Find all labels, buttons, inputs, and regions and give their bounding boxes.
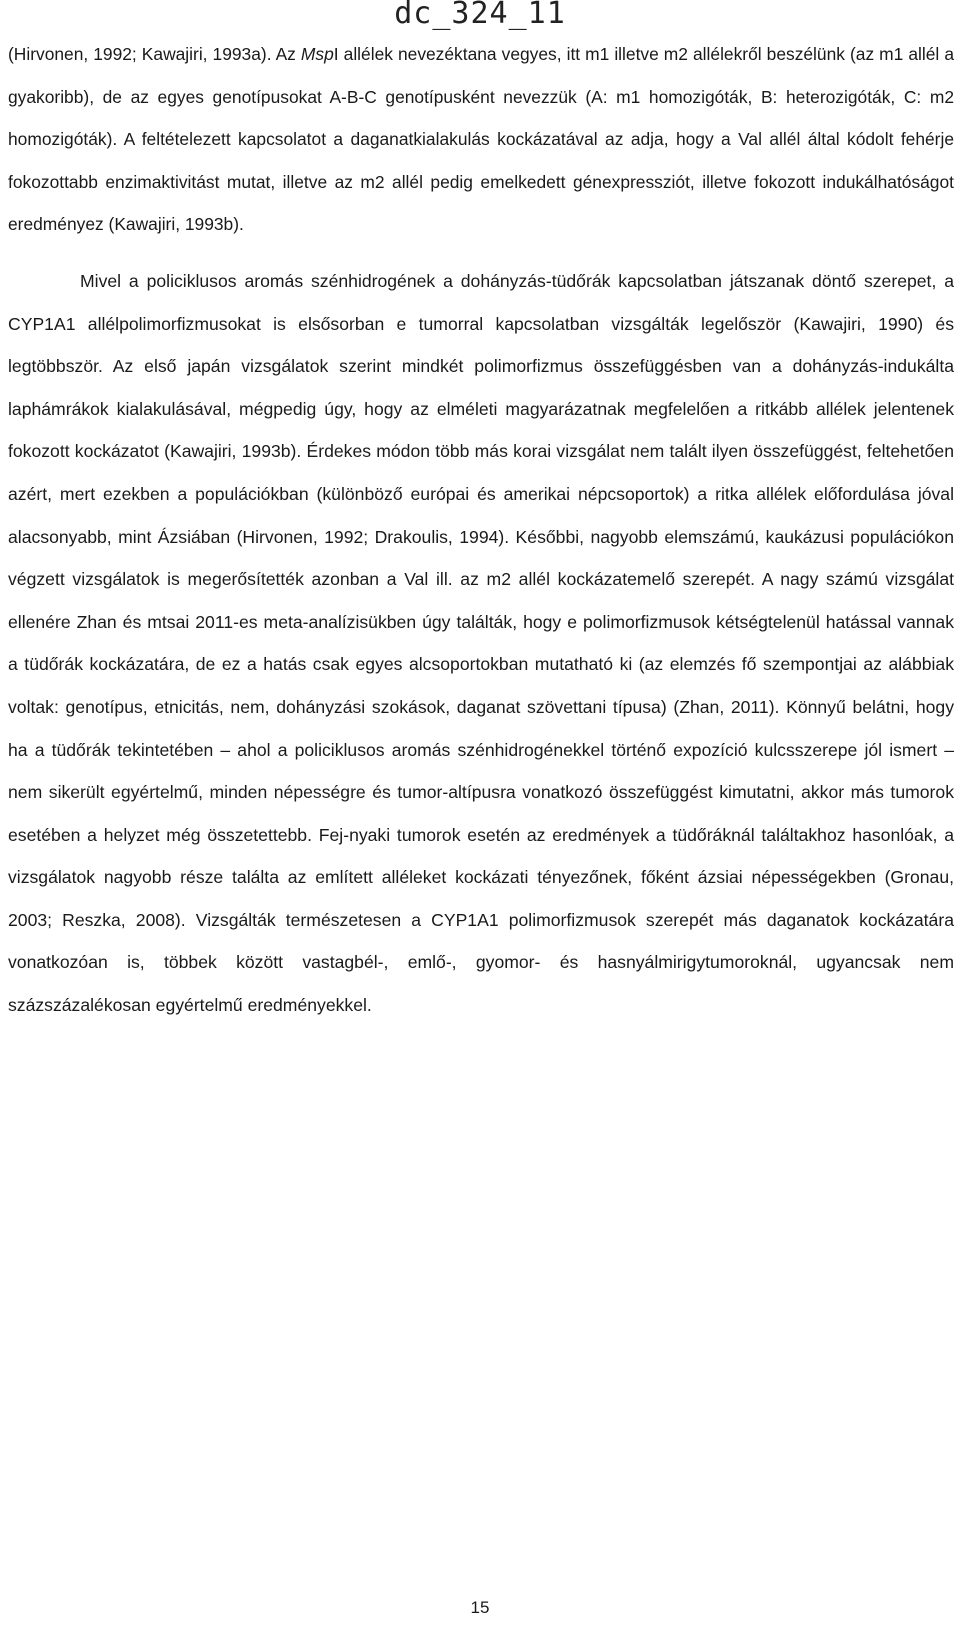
paragraph-1-text-rest: I allélek nevezéktana vegyes, itt m1 illetve m2 allélekről beszélünk (az m1 allél a gyakoribb), de az egyes genotípusokat A-B-C genotípusként nevezzük (A: m1 homozigóták, B: heterozigóták, C: m2 homozigóták). A feltételezett kapcsolatot a daganatkialakulás kockázatával az adja, hogy a Val allél által kódolt fehérje fokozottabb enzimaktivitást mutat, illetve az m2 allél pedig emelkedett génexpressziót, illetve fokozott indukálhatóságot eredményez (Kawajiri, 1993b). — [8, 44, 954, 235]
msp-italic-term: Msp — [300, 44, 334, 64]
page-number: 15 — [470, 1598, 490, 1617]
paragraph-1-text-start: (Hirvonen, 1992; Kawajiri, 1993a). Az — [8, 44, 301, 64]
document-code-header: dc_324_11 — [394, 0, 566, 31]
paragraph-2: Mivel a policiklusos aromás szénhidrogének a dohányzás-tüdőrák kapcsolatban játszanak döntő szerepet, a CYP1A1 allélpolimorfizmusokat is elsősorban e tumorral kapcsolatban vizsgálták legelőször (Kawajiri, 1990) és legtöbbször. Az első japán vizsgálatok szerint mindkét polimorfizmus összefüggésben van a dohányzás-indukálta laphámrákok kialakulásával, mégpedig úgy, hogy az elméleti magyarázatnak megfelelően a ritkább allélek jelentenek fokozott kockázatot (Kawajiri, 1993b). Érdekes módon több más korai vizsgálat nem talált ilyen összefüggést, feltehetően azért, mert ezekben a populációkban (különböző európai és amerikai népcsoportok) a ritka allélek előfordulása jóval alacsonyabb, mint Ázsiában (Hirvonen, 1992; Drakoulis, 1994). Későbbi, nagyobb elemszámú, kaukázusi populációkon végzett vizsgálatok is megerősítették azonban a Val ill. az m2 allél kockázatemelő szerepét. A nagy számú vizsgálat ellenére Zhan és mtsai 2011-es meta-analízisükben úgy találták, hogy e polimorfizmusok kétségtelenül hatással vannak a tüdőrák kockázatára, de ez a hatás csak egyes alcsoportokban mutatható ki (az elemzés fő szempontjai az alábbiak voltak: genotípus, etnicitás, nem, dohányzási szokások, daganat szövettani típusa) (Zhan, 2011). Könnyű belátni, hogy ha a tüdőrák tekintetében – ahol a policiklusos aromás szénhidrogénekkel történő expozíció kulcsszerepe jól ismert – nem sikerült egyértelmű, minden népességre és tumor-altípusra vonatkozó összefüggést kimutatni, akkor más tumorok esetében a helyzet még összetettebb. Fej-nyaki tumorok esetén az eredmények a tüdőráknál találtakhoz hasonlóak, a vizsgálatok nagyobb része találta az említett alléleket kockázati tényezőnek, főként ázsiai népességekben (Gronau, 2003; Reszka, 2008). Vizsgálták természetesen a CYP1A1 polimorfizmusok szerepét más daganatok kockázatára vonatkozóan is, többek között vastagbél-, emlő-, gyomor- és hasnyálmirigytumoroknál, ugyancsak nem százszázalékosan egyértelmű eredményekkel. — [8, 270, 954, 1016]
document-body — [8, 33, 954, 1027]
paragraph-1 — [8, 33, 954, 246]
